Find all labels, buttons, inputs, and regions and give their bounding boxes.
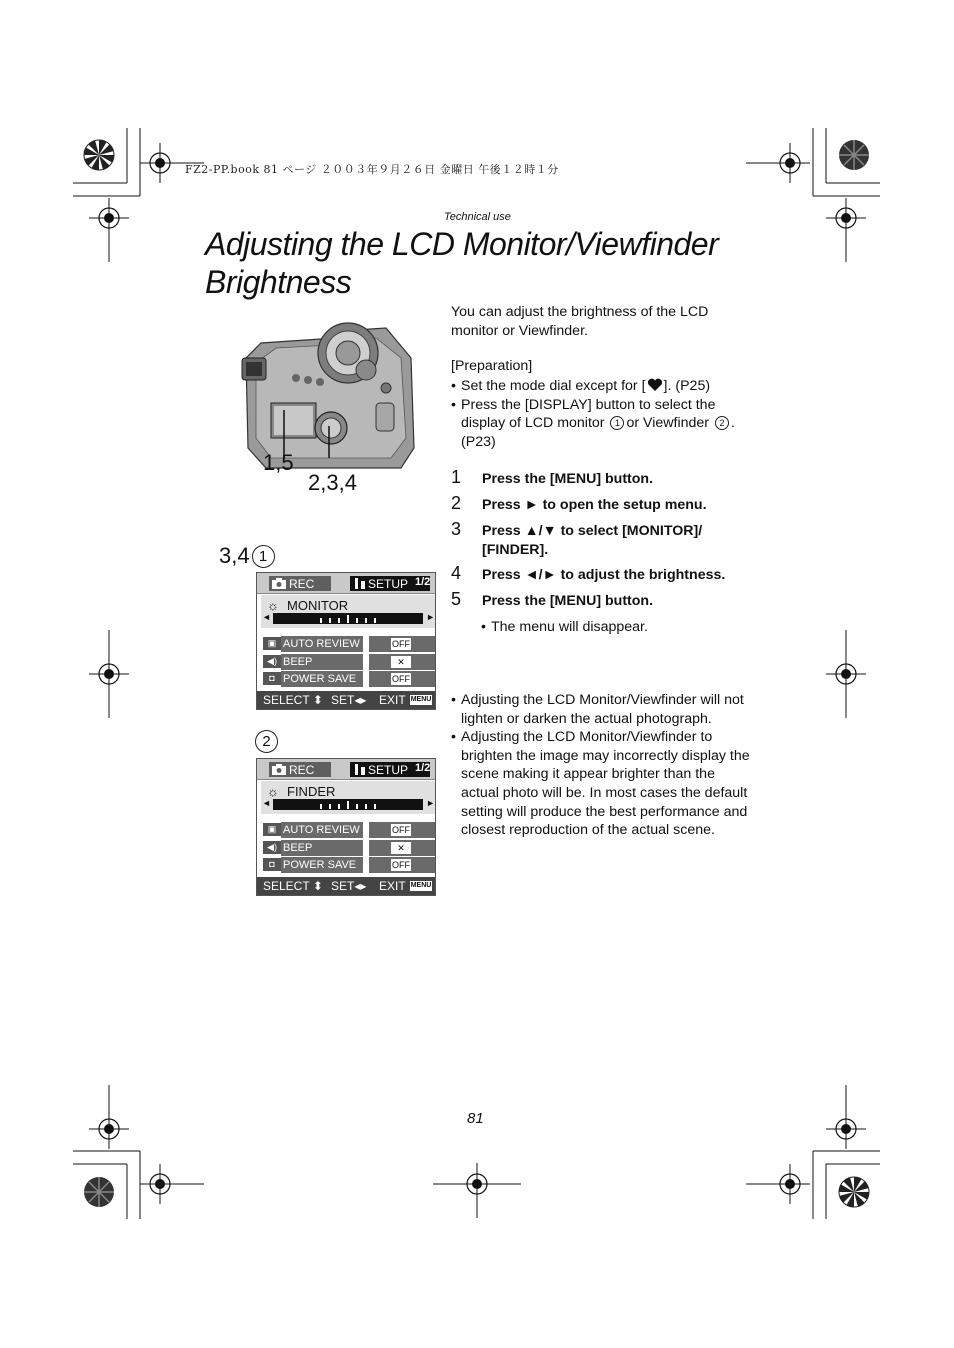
- menu-row-auto-review: ▣ AUTO REVIEW OFF: [261, 822, 435, 838]
- brightness-scale: [273, 799, 423, 810]
- speaker-icon: ◀): [263, 841, 281, 854]
- menu-footer: SELECT ⬍ SET◂▸ EXIT MENU: [257, 691, 435, 709]
- page-title-line1: Adjusting the LCD Monitor/Viewfinder: [205, 226, 719, 262]
- tab-rec: REC: [269, 762, 331, 777]
- circled-number: 1: [610, 416, 624, 430]
- left-right-icon: ◂▸: [354, 693, 367, 707]
- preparation-item-2: • Press the [DISPLAY] button to select the display of LCD monitor 1 or Viewfinder 2 . (P23): [451, 396, 751, 452]
- speaker-icon: ◀): [263, 655, 281, 668]
- step-1: 1 Press the [MENU] button.: [451, 467, 654, 487]
- camera-icon: [272, 578, 286, 589]
- left-arrow-icon: ◄: [262, 798, 271, 808]
- menu-row-power-save: ◘ POWER SAVE OFF: [261, 857, 435, 873]
- lcd-label-1: 3,4 1: [219, 543, 275, 569]
- beep-off-icon: ✕: [391, 656, 411, 668]
- intro-text: You can adjust the brightness of the LCD monitor or Viewfinder.: [451, 304, 709, 339]
- lcd-label-2: 2: [255, 728, 278, 754]
- notes-list: [451, 691, 751, 840]
- wrench-icon: [353, 763, 367, 776]
- menu-footer: SELECT ⬍ SET◂▸ EXIT MENU: [257, 877, 435, 895]
- menu-row-auto-review: ▣ AUTO REVIEW OFF: [261, 636, 435, 652]
- brightness-icon: ☼: [267, 598, 279, 613]
- page-title-line2: Brightness: [205, 264, 352, 300]
- menu-tabs: [257, 759, 435, 780]
- right-arrow-icon: ►: [426, 798, 435, 808]
- circled-number: 2: [715, 416, 729, 430]
- note-item: • Adjusting the LCD Monitor/Viewfinder will not lighten or darken the actual photograph.: [451, 691, 751, 728]
- step-3: 3 Press ▲/▼ to select [MONITOR]/ [FINDER].: [451, 519, 703, 558]
- preparation-heading: [Preparation]: [451, 358, 533, 374]
- wrench-icon: [353, 577, 367, 590]
- step-5-note: • The menu will disappear.: [481, 618, 741, 637]
- section-label: Technical use: [444, 211, 511, 223]
- power-save-icon: ◘: [263, 672, 281, 685]
- menu-tabs: [257, 573, 435, 594]
- preparation-item-1: • Set the mode dial except for [ ]. (P25): [451, 377, 751, 396]
- menu-button-icon: MENU: [410, 696, 432, 703]
- page-number: 81: [467, 1110, 484, 1127]
- menu-button-icon: MENU: [410, 882, 432, 889]
- menu-row-power-save: ◘ POWER SAVE OFF: [261, 671, 435, 687]
- heart-icon: [647, 378, 663, 392]
- note-item: • Adjusting the LCD Monitor/Viewfinder to brighten the image may incorrectly display the scene making it appear brighter than the actual photo will be. In most cases the default setting will produce the best performance and closest reproduction of the actual scene.: [451, 728, 751, 840]
- tab-setup: SETUP 1/2: [350, 762, 430, 777]
- lcd-screen-monitor: [256, 572, 436, 710]
- lcd-screen-finder: [256, 758, 436, 896]
- step-4: 4 Press ◄/► to adjust the brightness.: [451, 563, 726, 583]
- tab-setup: SETUP 1/2: [350, 576, 430, 591]
- review-icon: ▣: [263, 823, 281, 836]
- callout-label-b: 2,3,4: [308, 470, 357, 495]
- step-5: 5 Press the [MENU] button.: [451, 589, 654, 609]
- callout-label-a: 1,5: [263, 450, 294, 475]
- brightness-scale: [273, 613, 423, 624]
- beep-off-icon: ✕: [391, 842, 411, 854]
- step-2: 2 Press ► to open the setup menu.: [451, 493, 707, 513]
- preparation-list: [451, 377, 751, 451]
- power-save-icon: ◘: [263, 858, 281, 871]
- review-icon: ▣: [263, 637, 281, 650]
- menu-row-beep: ◀) BEEP ✕: [261, 840, 435, 856]
- up-down-icon: ⬍: [312, 693, 323, 707]
- print-header: FZ2-PP.book 81 ページ ２００３年９月２６日 金曜日 午後１２時１分: [185, 163, 559, 176]
- menu-row-beep: ◀) BEEP ✕: [261, 654, 435, 670]
- camera-icon: [272, 764, 286, 775]
- brightness-row: ☼ MONITOR ◄ ►: [261, 595, 435, 628]
- brightness-icon: ☼: [267, 784, 279, 799]
- up-down-icon: ⬍: [312, 879, 323, 893]
- brightness-row: ☼ FINDER ◄ ►: [261, 781, 435, 814]
- right-arrow-icon: ►: [426, 612, 435, 622]
- page-title: [205, 225, 805, 301]
- tab-rec: REC: [269, 576, 331, 591]
- left-arrow-icon: ◄: [262, 612, 271, 622]
- left-right-icon: ◂▸: [354, 879, 367, 893]
